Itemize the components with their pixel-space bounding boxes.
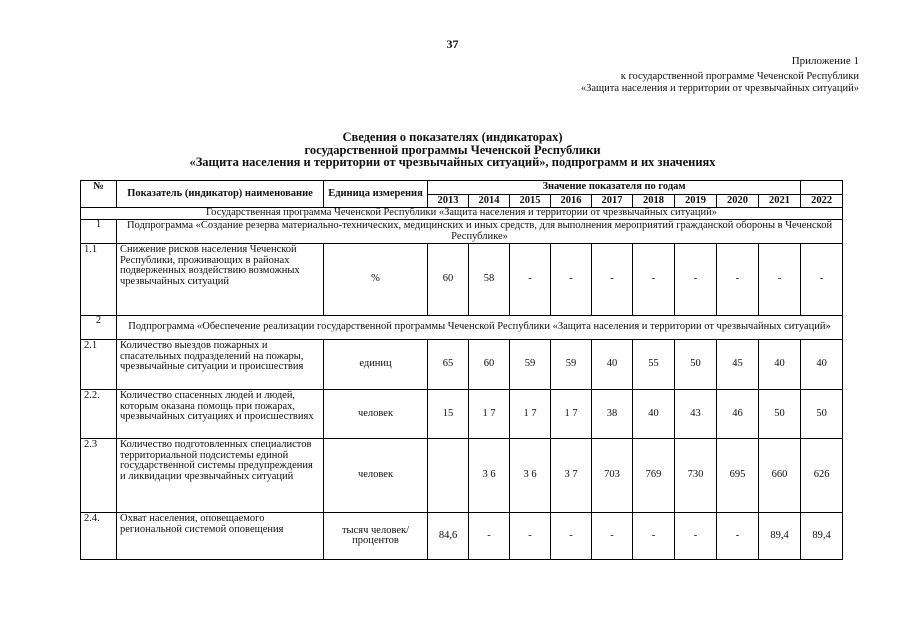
row-value: 43 (675, 390, 717, 439)
row-value: 65 (428, 340, 469, 390)
row-value: - (717, 513, 759, 560)
row-value: 60 (469, 340, 510, 390)
header-values-group: Значение показателя по годам (428, 181, 801, 195)
row-value: 50 (675, 340, 717, 390)
row-value: 89,4 (759, 513, 801, 560)
row-value: - (717, 244, 759, 316)
row-value: - (592, 513, 633, 560)
page-number: 37 (446, 37, 459, 51)
row-value: 703 (592, 439, 633, 513)
row-indicator: Количество спасенных людей и людей, которым оказана помощь при пожарах, чрезвычайных ситуациях и происшествиях (117, 390, 324, 439)
row-unit: тысяч человек/ процентов (324, 513, 428, 560)
subprogram-2-row (81, 316, 843, 340)
year-2020: 2020 (717, 194, 759, 208)
year-2021: 2021 (759, 194, 801, 208)
row-num: 2.4. (81, 513, 117, 560)
row-indicator: Количество подготовленных специалистов территориальной подсистемы единой государственной системы предупреждения и ликвидации чрезвычайных ситуаций (117, 439, 324, 513)
row-value: 38 (592, 390, 633, 439)
row-value: - (510, 513, 551, 560)
table-row (81, 439, 843, 513)
year-2013: 2013 (428, 194, 469, 208)
row-value: - (510, 244, 551, 316)
title-line-1: Сведения о показателях (индикаторах) (342, 130, 563, 144)
row-value: 695 (717, 439, 759, 513)
row-value: - (469, 513, 510, 560)
row-value: 1 7 (469, 390, 510, 439)
year-2017: 2017 (592, 194, 633, 208)
row-value: 60 (428, 244, 469, 316)
row-value: 59 (510, 340, 551, 390)
row-value: - (551, 244, 592, 316)
row-value: - (675, 513, 717, 560)
appendix-basis (581, 71, 859, 95)
table-row (81, 340, 843, 390)
row-value: - (801, 244, 843, 316)
row-value: 55 (633, 340, 675, 390)
row-value: - (675, 244, 717, 316)
row-unit: человек (324, 439, 428, 513)
row-value: 46 (717, 390, 759, 439)
indicators-table (80, 180, 843, 560)
row-num: 2.1 (81, 340, 117, 390)
row-value: 40 (633, 390, 675, 439)
row-unit: человек (324, 390, 428, 439)
row-value: - (759, 244, 801, 316)
subprogram-2-title: Подпрограмма «Обеспечение реализации государственной программы Чеченской Республики «Защита населения и территории от чрезвычайных ситуаций» (117, 316, 843, 340)
row-value: 50 (801, 390, 843, 439)
row-unit: единиц (324, 340, 428, 390)
row-num: 2.2. (81, 390, 117, 439)
row-unit: % (324, 244, 428, 316)
document-title (0, 131, 905, 169)
row-value: 3 6 (469, 439, 510, 513)
row-indicator: Охват населения, оповещаемого региональной системой оповещения (117, 513, 324, 560)
basis-line-1: к государственной программе Чеченской Республики (620, 71, 859, 82)
row-value: 15 (428, 390, 469, 439)
header-indicator: Показатель (индикатор) наименование (117, 181, 324, 208)
row-value: 3 6 (510, 439, 551, 513)
row-value: 84,6 (428, 513, 469, 560)
row-indicator: Снижение рисков населения Чеченской Республики, проживающих в районах подверженных воздействию возможных чрезвычайных ситуаций (117, 244, 324, 316)
year-2018: 2018 (633, 194, 675, 208)
year-2014: 2014 (469, 194, 510, 208)
row-value: 40 (759, 340, 801, 390)
basis-line-2: «Защита населения и территории от чрезвычайных ситуаций» (580, 83, 859, 94)
row-value: 3 7 (551, 439, 592, 513)
row-value: - (633, 244, 675, 316)
row-value: 660 (759, 439, 801, 513)
row-value: - (633, 513, 675, 560)
title-line-3: «Защита населения и территории от чрезвычайных ситуаций», подпрограмм и их значениях (189, 155, 716, 169)
title-line-2: государственной программы Чеченской Республики (304, 142, 601, 157)
table-row (81, 244, 843, 316)
row-value: 40 (801, 340, 843, 390)
header-unit: Единица измерения (324, 181, 428, 208)
row-value: 1 7 (510, 390, 551, 439)
row-value: 59 (551, 340, 592, 390)
row-value: 769 (633, 439, 675, 513)
row-value: 89,4 (801, 513, 843, 560)
row-indicator: Количество выездов пожарных и спасательных подразделений на пожары, чрезвычайные ситуации и происшествия (117, 340, 324, 390)
header-blank (801, 181, 843, 195)
row-value: 45 (717, 340, 759, 390)
header-row (81, 181, 843, 195)
year-2019: 2019 (675, 194, 717, 208)
row-value: 626 (801, 439, 843, 513)
subprogram-1-title: Подпрограмма «Создание резерва материально-технических, медицинских и иных средств, для выполнения мероприятий гражданской обороны в Чеченской Республике» (117, 220, 843, 244)
row-value: - (551, 513, 592, 560)
subprogram-2-num: 2 (81, 316, 117, 340)
row-value: 730 (675, 439, 717, 513)
row-value: 58 (469, 244, 510, 316)
year-2022: 2022 (801, 194, 843, 208)
appendix-label: Приложение 1 (791, 55, 859, 67)
program-title: Государственная программа Чеченской Республики «Защита населения и территории от чрезвычайных ситуаций» (81, 208, 843, 220)
table-row (81, 390, 843, 439)
row-num: 1.1 (81, 244, 117, 316)
row-num: 2.3 (81, 439, 117, 513)
subprogram-1-row (81, 220, 843, 244)
table-row (81, 513, 843, 560)
year-2016: 2016 (551, 194, 592, 208)
row-value: 1 7 (551, 390, 592, 439)
row-value (428, 439, 469, 513)
header-num: № (81, 181, 117, 208)
row-value: 40 (592, 340, 633, 390)
row-value: - (592, 244, 633, 316)
row-value: 50 (759, 390, 801, 439)
subprogram-1-num: 1 (81, 220, 117, 244)
year-2015: 2015 (510, 194, 551, 208)
program-row (81, 208, 843, 220)
